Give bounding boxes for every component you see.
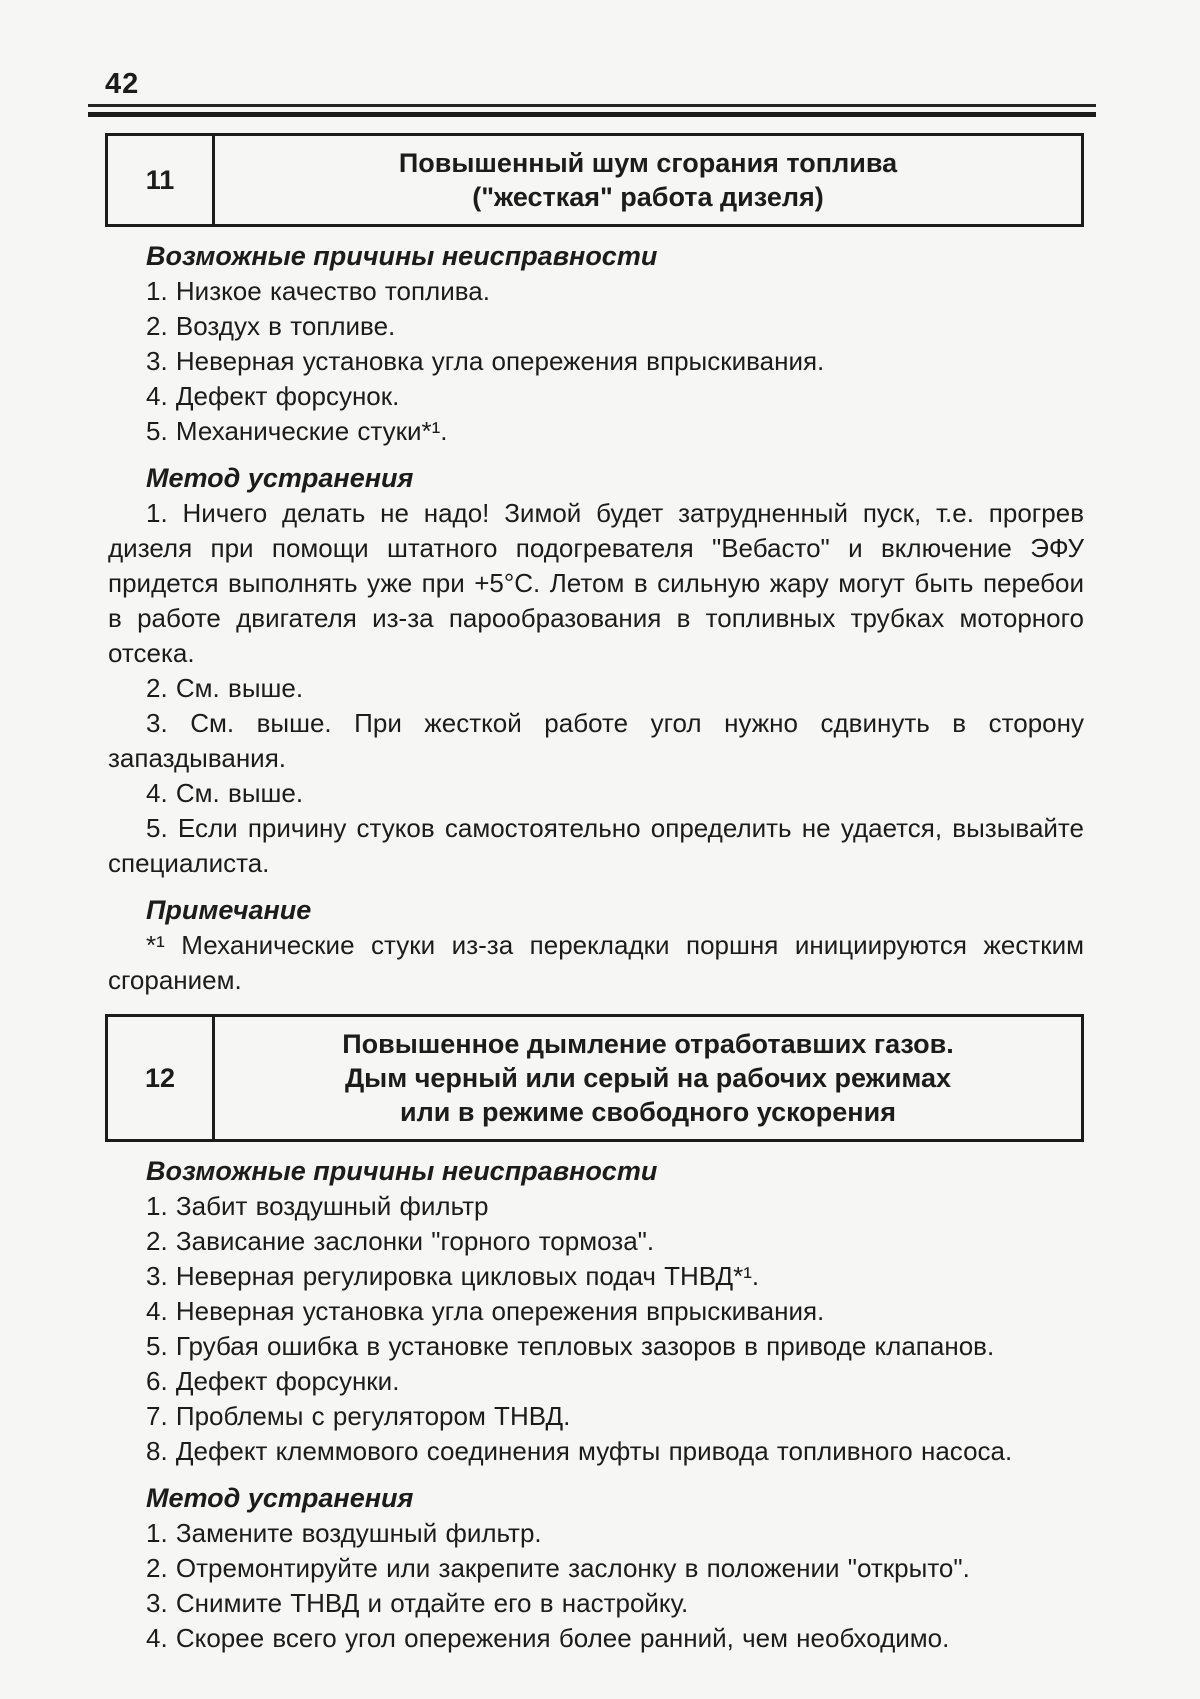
- note-block-11: [108, 928, 1084, 998]
- fault-title-line: Повышенный шум сгорания топлива: [398, 148, 898, 178]
- cause-item: 4. Дефект форсунок.: [146, 381, 400, 411]
- cause-item: 5. Механические стуки*¹.: [146, 416, 448, 446]
- page-number: 42: [105, 68, 140, 100]
- cause-item: 5. Грубая ошибка в установке тепловых зазоров в приводе клапанов.: [146, 1331, 995, 1361]
- method-item: 1. Ничего делать не надо! Зимой будет затрудненный пуск, т.е. прогрев дизеля при помощи штатного подогревателя "Вебасто" и включение ЭФУ придется выполнять уже при +5°С. Летом в сильную жару могут быть перебои в работе двигателя из-за парообразования в топливных трубках моторного отсека.: [108, 498, 1084, 668]
- cause-item: 3. Неверная установка угла опережения впрыскивания.: [146, 346, 825, 376]
- causes-heading-12: Возможные причины неисправности: [146, 1156, 658, 1186]
- fault-title-line: ("жесткая" работа дизеля): [472, 182, 824, 212]
- fault-box-11: [105, 133, 1084, 227]
- fault-section-12: [88, 1014, 1096, 1656]
- methods-list-11: [108, 496, 1084, 881]
- fault-title-line: Повышенное дымление отработавших газов.: [342, 1029, 954, 1059]
- fault-section-11: [88, 133, 1096, 998]
- method-item: 4. Скорее всего угол опережения более ранний, чем необходимо.: [146, 1623, 950, 1653]
- method-item: 3. Снимите ТНВД и отдайте его в настройку.: [146, 1588, 689, 1618]
- cause-item: 1. Забит воздушный фильтр: [146, 1191, 489, 1221]
- page-header: [88, 68, 1096, 107]
- fault-title-line: Дым черный или серый на рабочих режимах: [344, 1063, 952, 1093]
- method-item: 2. См. выше.: [146, 673, 304, 703]
- cause-item: 7. Проблемы с регулятором ТНВД.: [146, 1401, 571, 1431]
- method-item: 2. Отремонтируйте или закрепите заслонку в положении "открыто".: [146, 1553, 970, 1583]
- method-item: 3. См. выше. При жесткой работе угол нужно сдвинуть в сторону запаздывания.: [108, 708, 1084, 773]
- cause-item: 6. Дефект форсунки.: [146, 1366, 400, 1396]
- causes-list-11: [108, 274, 1084, 449]
- fault-number-12: 12: [108, 1017, 215, 1139]
- cause-item: 4. Неверная установка угла опережения впрыскивания.: [146, 1296, 825, 1326]
- methods-list-12: [108, 1516, 1084, 1656]
- cause-item: 2. Воздух в топливе.: [146, 311, 396, 341]
- method-item: 4. См. выше.: [146, 778, 304, 808]
- note-text-11: *¹ Механические стуки из-за перекладки поршня инициируются жестким сгоранием.: [108, 930, 1084, 995]
- method-item: 5. Если причину стуков самостоятельно определить не удается, вызывайте специалиста.: [108, 813, 1084, 878]
- fault-number-11: 11: [108, 136, 215, 224]
- cause-item: 1. Низкое качество топлива.: [146, 276, 490, 306]
- cause-item: 2. Зависание заслонки "горного тормоза".: [146, 1226, 655, 1256]
- causes-heading-11: Возможные причины неисправности: [146, 241, 658, 271]
- header-rule: [88, 112, 1096, 117]
- note-heading-11: Примечание: [146, 895, 312, 925]
- method-item: 1. Замените воздушный фильтр.: [146, 1518, 542, 1548]
- method-heading-11: Метод устранения: [146, 463, 414, 493]
- fault-title-11: [215, 136, 1081, 224]
- cause-item: 8. Дефект клеммового соединения муфты привода топливного насоса.: [146, 1436, 1013, 1466]
- fault-title-12: [215, 1017, 1081, 1139]
- method-heading-12: Метод устранения: [146, 1483, 414, 1513]
- cause-item: 3. Неверная регулировка цикловых подач ТНВД*¹.: [146, 1261, 760, 1291]
- fault-title-line: или в режиме свободного ускорения: [400, 1097, 896, 1127]
- fault-box-12: [105, 1014, 1084, 1142]
- causes-list-12: [108, 1189, 1084, 1469]
- page-content: [88, 68, 1096, 1656]
